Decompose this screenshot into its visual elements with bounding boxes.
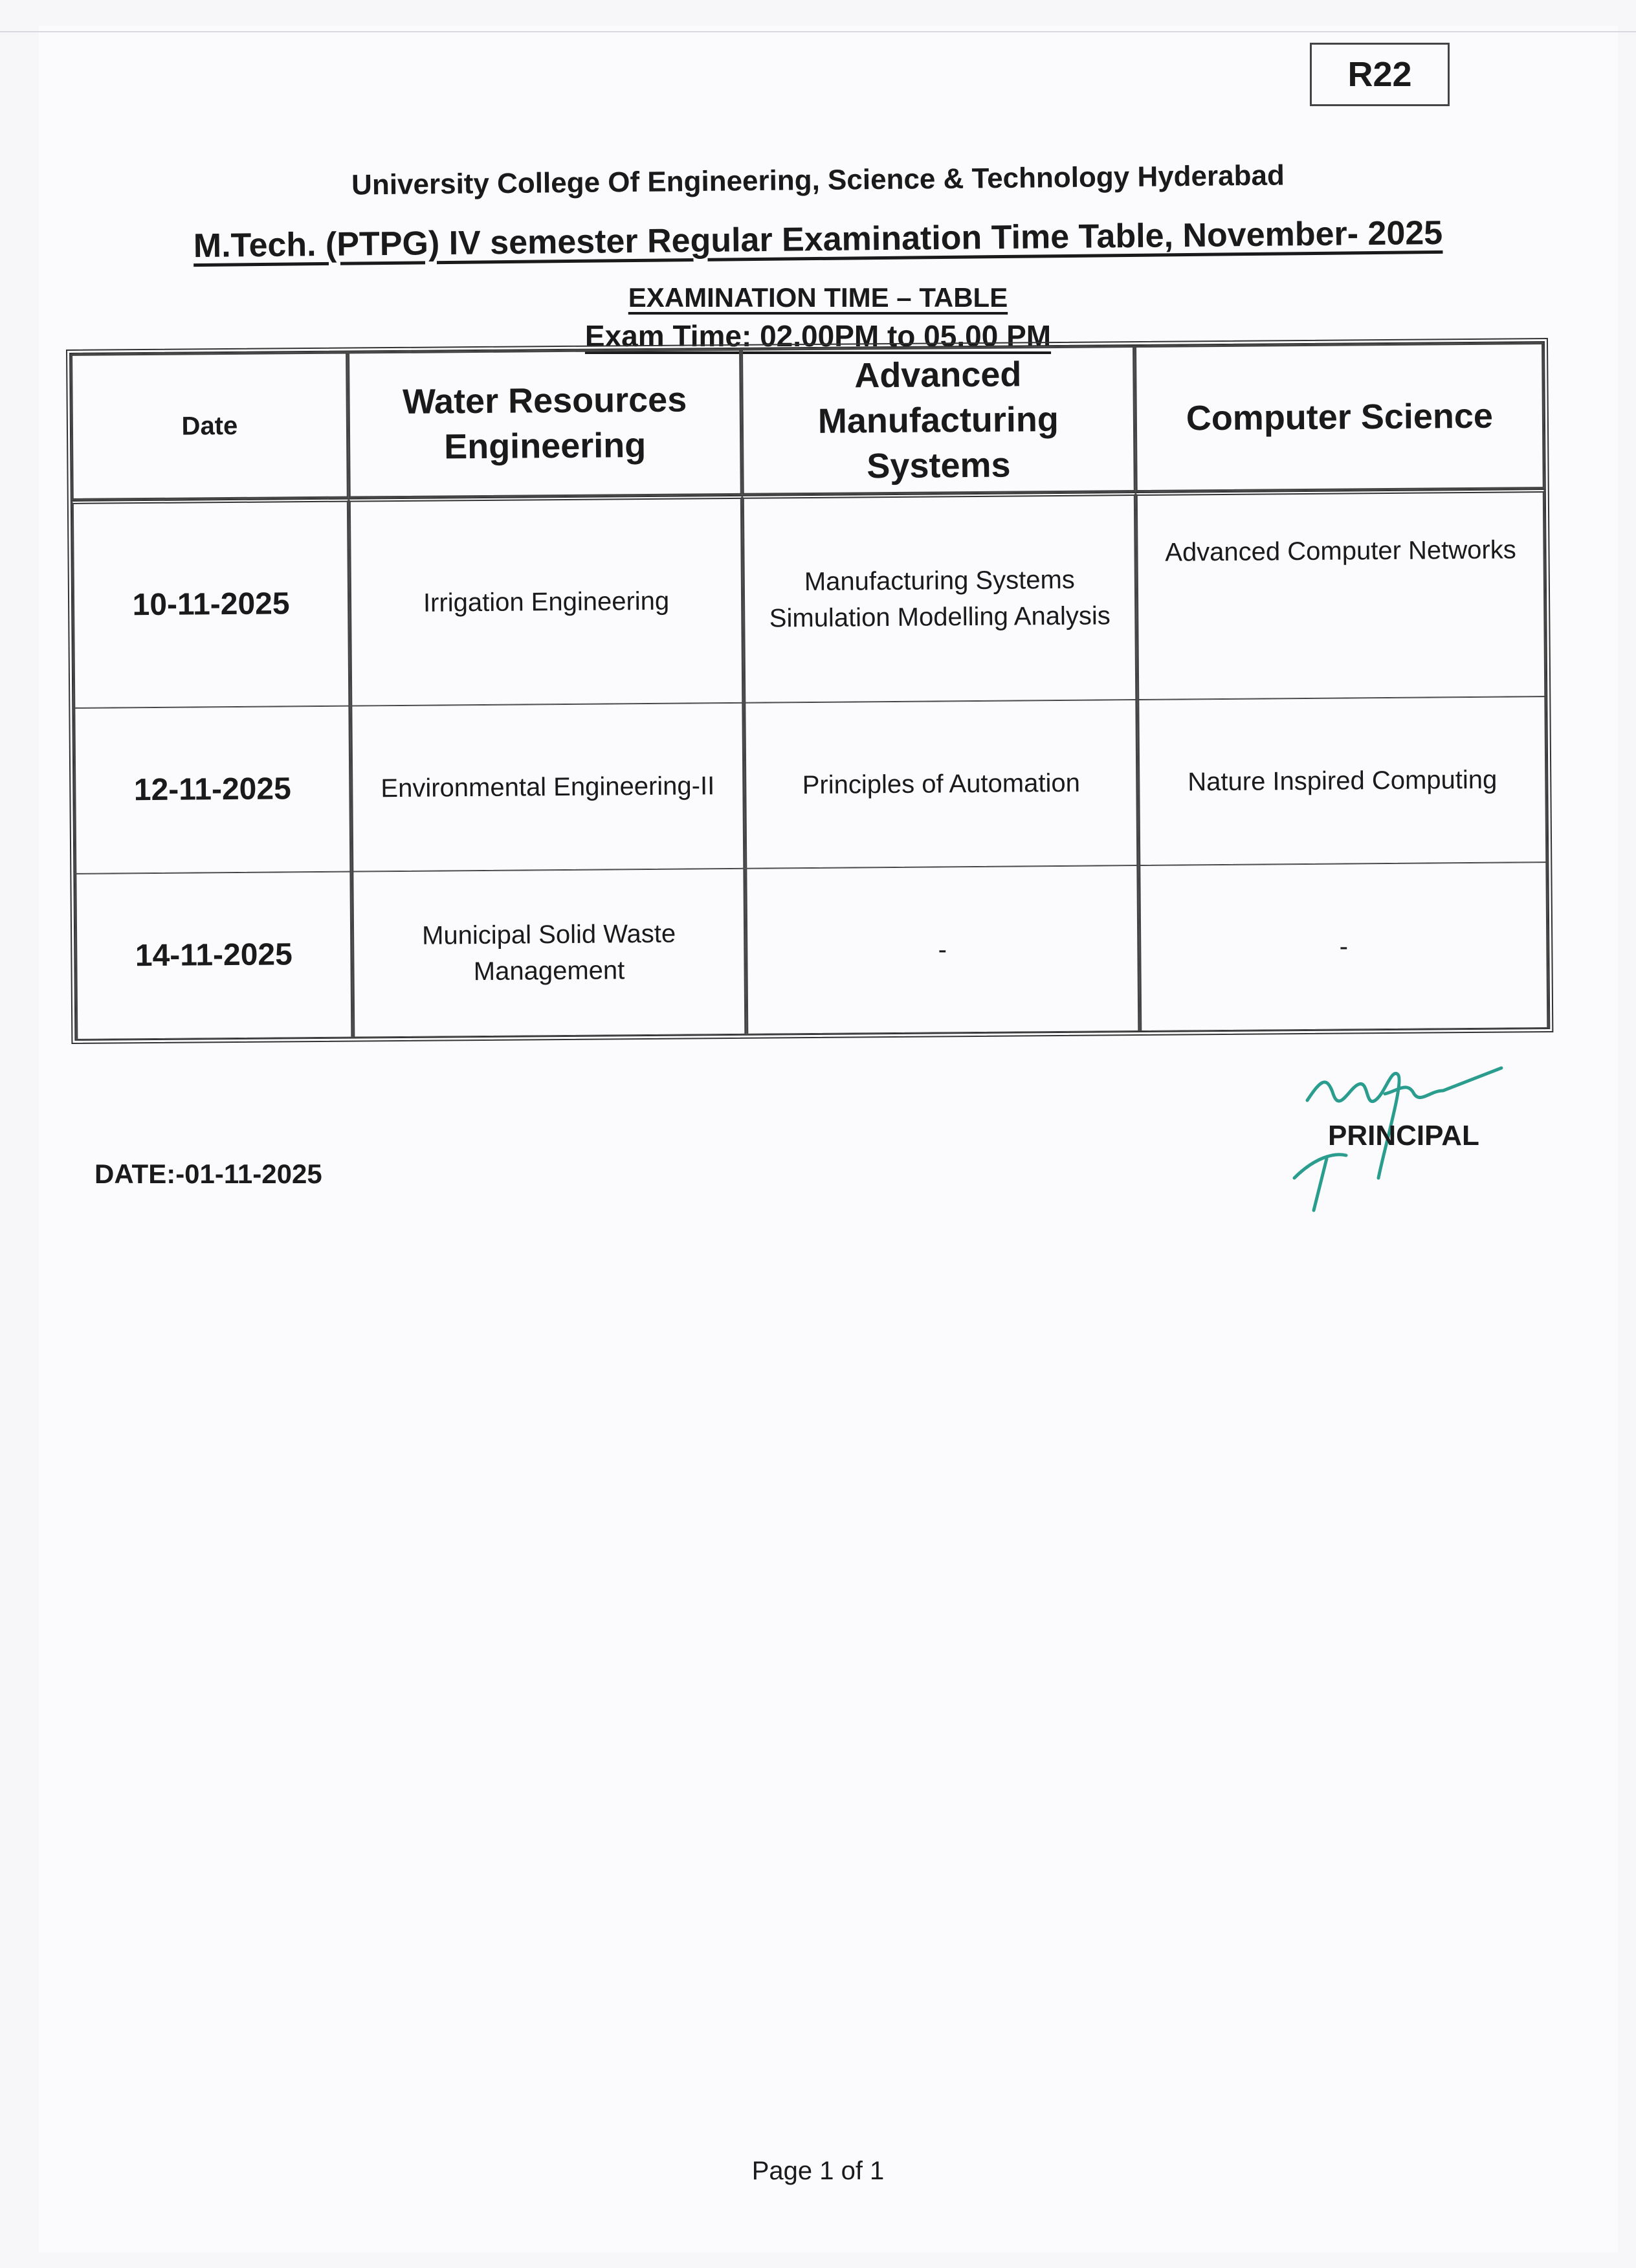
header-computer-science: Computer Science <box>1134 342 1545 492</box>
table-header-row <box>71 342 1545 500</box>
regulation-badge: R22 <box>1310 43 1450 106</box>
issue-date: DATE:-01-11-2025 <box>94 1159 322 1189</box>
timetable <box>66 338 1553 1044</box>
row-advanced-manufacturing: - <box>745 865 1140 1034</box>
row-date: 14-11-2025 <box>74 872 353 1040</box>
row-advanced-manufacturing <box>742 492 1138 703</box>
table-row <box>73 696 1547 874</box>
exam-title-text: M.Tech. (PTPG) IV semester Regular Examination Time Table, November- 2025 <box>193 214 1443 265</box>
top-rule <box>0 31 1636 32</box>
subject-line: Management <box>473 956 625 986</box>
header-water-resources: Water Resources Engineering <box>348 349 742 498</box>
table-row <box>72 489 1546 708</box>
row-date: 12-11-2025 <box>73 706 351 874</box>
timetable-subtitle <box>0 282 1636 313</box>
college-name: University College Of Engineering, Science & Technology Hyderabad <box>351 159 1285 201</box>
row-computer-science: Nature Inspired Computing <box>1137 696 1547 865</box>
row-water-resources: Environmental Engineering-II <box>350 703 745 872</box>
row-advanced-manufacturing: Principles of Automation <box>744 700 1138 869</box>
header-advanced-manufacturing: Advanced Manufacturing Systems <box>741 346 1136 495</box>
row-water-resources: Irrigation Engineering <box>349 495 744 706</box>
subject-line: Simulation Modelling Analysis <box>769 601 1111 633</box>
timetable-subtitle-text: EXAMINATION TIME – TABLE <box>628 282 1008 313</box>
row-date: 10-11-2025 <box>72 498 351 708</box>
header-date: Date <box>71 352 349 500</box>
subject-line: Municipal Solid Waste <box>421 919 676 950</box>
principal-label: PRINCIPAL <box>1328 1120 1479 1151</box>
table-row <box>74 862 1549 1040</box>
row-water-resources <box>351 869 746 1038</box>
row-computer-science: Advanced Computer Networks <box>1136 489 1547 700</box>
page-number: Page 1 of 1 <box>751 2157 885 2185</box>
exam-time-text: Exam Time: 02.00PM to 05.00 PM <box>584 319 1052 353</box>
subject-line: Manufacturing Systems <box>804 565 1075 597</box>
row-computer-science: - <box>1138 862 1549 1031</box>
